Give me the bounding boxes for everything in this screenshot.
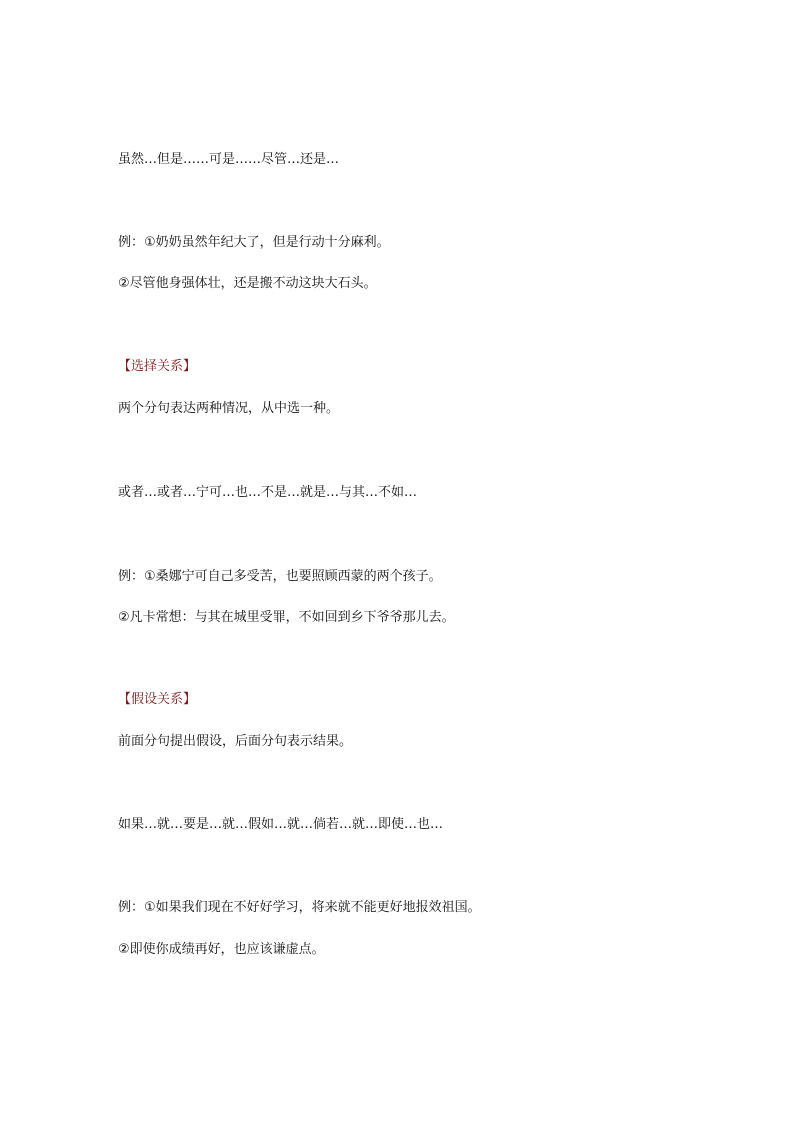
example-hypothesis-1: 例：①如果我们现在不好好学习，将来就不能更好地报效祖国。	[118, 900, 481, 915]
conjunction-list-hypothesis: 如果…就…要是…就…假如…就…倘若…就…即使…也…	[118, 817, 444, 832]
example-choice-1: 例：①桑娜宁可自己多受苦，也要照顾西蒙的两个孩子。	[118, 569, 442, 584]
section-heading-hypothesis: 【假设关系】	[118, 692, 197, 707]
definition-hypothesis: 前面分句提出假设，后面分句表示结果。	[118, 734, 353, 749]
conjunction-list-concession: 虽然…但是……可是……尽管…还是…	[118, 152, 340, 167]
example-choice-2: ②凡卡常想：与其在城里受罪，不如回到乡下爷爷那儿去。	[118, 610, 455, 625]
conjunction-list-choice: 或者…或者…宁可…也…不是…就是…与其…不如…	[118, 485, 418, 500]
example-concession-2: ②尽管他身强体壮，还是搬不动这块大石头。	[118, 276, 377, 291]
example-hypothesis-2: ②即使你成绩再好，也应该谦虚点。	[118, 942, 325, 957]
definition-choice: 两个分句表达两种情况，从中选一种。	[118, 401, 340, 416]
example-concession-1: 例：①奶奶虽然年纪大了，但是行动十分麻利。	[118, 235, 390, 250]
section-heading-choice: 【选择关系】	[118, 359, 197, 374]
